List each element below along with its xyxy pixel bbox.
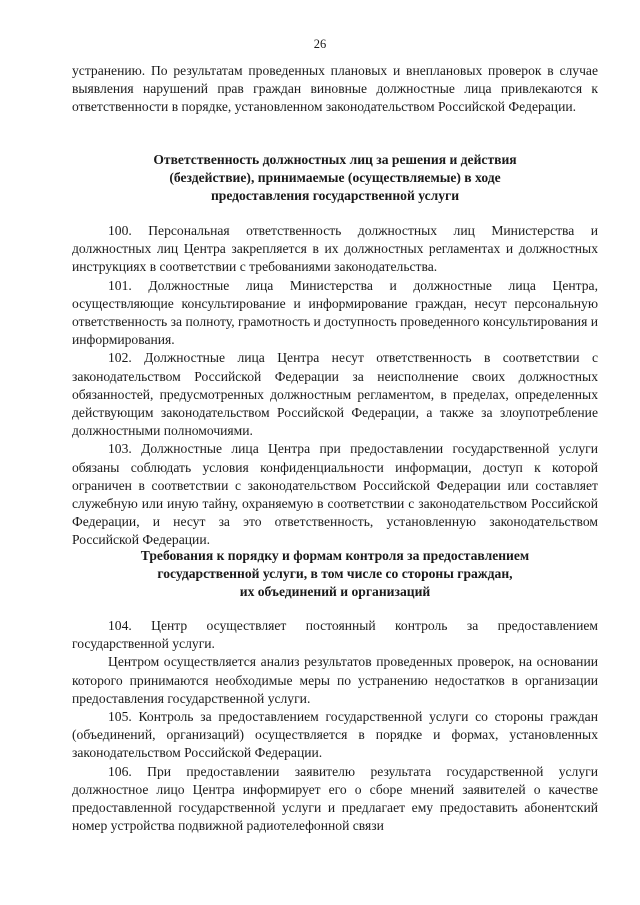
section-responsibility-body [72,222,598,550]
heading-line: Требования к порядку и формам контроля за предоставлением [140,548,530,563]
heading-line: предоставления государственной услуги [210,188,460,203]
section-control-body [72,617,598,835]
paragraph-106: 106. При предоставлении заявителю результата государственной услуги должностное лицо Центра информирует его о сборе мнений заявителей о качестве предоставленной государственной услуги и предлагает ему предоставить абонентский номер устройства подвижной радиотелефонной связи [72,763,598,834]
heading-line: Ответственность должностных лиц за решения и действия [153,152,517,167]
paragraph-103: 103. Должностные лица Центра при предоставлении государственной услуги обязаны соблюдать условия конфиденциальности информации, доступ к которой ограничен в соответствии с законодательством Российской Федерации или составляет служебную или иную тайну, охраняемую в соответствии с законодательством Российской Федерации, и несут за это ответственность, установленную законодательством Российской Федерации. [72,441,598,548]
section-heading-responsibility [72,151,598,205]
heading-line: их объединений и организаций [239,584,431,599]
paragraph-104: 104. Центр осуществляет постоянный контроль за предоставлением государственной услуги. [72,618,598,652]
paragraph-continuation: устранению. По результатам проведенных плановых и внеплановых проверок в случае выявления нарушений прав граждан виновные должностные лица привлекаются к ответственности в порядке, установленном законодательством Российской Федерации. [72,63,598,115]
paragraph-analysis: Центром осуществляется анализ результатов проведенных проверок, на основании которого принимаются необходимые меры по устранению недостатков в организации предоставления государственной услуги. [72,654,598,706]
paragraph-101: 101. Должностные лица Министерства и должностные лица Центра, осуществляющие консультирование и информирование граждан, несут персональную ответственность за полноту, грамотность и доступность проведенного консультирования и информирования. [72,277,598,348]
heading-line: (бездействие), принимаемые (осуществляемые) в ходе [169,170,501,185]
section-heading-control [72,547,598,601]
top-text-block [72,62,598,117]
page-number: 26 [313,37,327,51]
paragraph-102: 102. Должностные лица Центра несут ответственность в соответствии с законодательством Российской Федерации за неисполнение своих должностных обязанностей, предусмотренных должностным регламентом, в пределах, определенных действующим законодательством Российской Федерации, а также за злоупотребление должностными полномочиями. [72,350,598,439]
paragraph-105: 105. Контроль за предоставлением государственной услуги со стороны граждан (объединений, организаций) осуществляется в порядке и формах, установленных законодательством Российской Федерации. [72,709,598,761]
heading-line: государственной услуги, в том числе со стороны граждан, [157,566,513,581]
paragraph-100: 100. Персональная ответственность должностных лиц Министерства и должностных лиц Центра закрепляется в их должностных регламентах и должностных инструкциях в соответствии с требованиями законодательства. [72,223,598,275]
